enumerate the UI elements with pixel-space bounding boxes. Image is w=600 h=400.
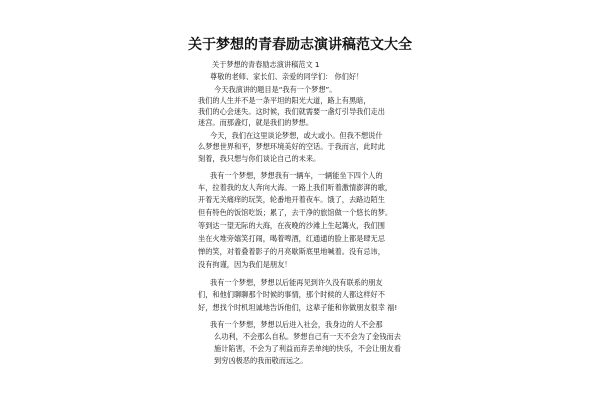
paragraph-line: 但有特色的饭馆吃饭；累了，去干净的旅馆做一个悠长的梦。 — [198, 208, 393, 217]
paragraph-line: 开着无关痛痒的玩笑，轮番地开着夜车。饿了，去路边陌生 — [198, 195, 385, 204]
paragraph-line: 我有一个梦想，梦想以后进入社会，我身边的人不会那 — [210, 320, 383, 329]
paragraph-line: 刻着，我只想与你们谈论自己的未来。 — [198, 154, 321, 163]
section-heading: 关于梦想的青春励志演讲稿范文 1 — [212, 60, 320, 69]
paragraph-line: 惮的笑，对着叠着影子的月亮歇斯底里地喊着。没有忌讳， — [198, 247, 385, 256]
paragraph-line: 今天我演讲的题目是“我有一个梦想”。 — [214, 85, 337, 94]
paragraph-line: 我们的心会迷失。这时候，我们就需要一盏灯引导我们走出 — [198, 107, 385, 116]
paragraph-line: 好，想找个时机坦诚地告诉他们，这辈子能和你做朋友很幸 福! — [198, 303, 398, 312]
paragraph-line: 尊敬的老师、家长们、亲爱的同学们： 你们好！ — [210, 72, 364, 81]
paragraph-line: 没有拘谨，因为我们是朋友！ — [198, 260, 292, 269]
paragraph-line: 我有一个梦想，梦想以后能再见到许久没有联系的朋友 — [210, 278, 383, 287]
paragraph-line: 施计陷害，不会为了利益而弃丢单纯的快乐，不会让朋友看 — [214, 344, 401, 353]
paragraph-line: 坐在火堆旁嬉笑打闹，喝着啤酒，红通通的脸上都是肆无忌 — [198, 234, 385, 243]
paragraph-line: 么功利，不会那么自私。梦想自己有一天不会为了金钱而去 — [214, 332, 401, 341]
document-title: 关于梦想的青春励志演讲稿范文大全 — [188, 37, 412, 53]
paragraph-line: 到穷凶极恶的我而敬而远之。 — [214, 356, 308, 365]
paragraph-line: 等到达一望无际的大海，在夜晚的沙滩上生起篝火，我们围 — [198, 221, 385, 230]
paragraph-line: 车，拉着我的友人奔向大海。一路上我们听着激情澎湃的歌， — [198, 183, 393, 192]
paragraph-line: 们，和他们聊聊那个时候的事情，那个时候的人都这样好不 — [198, 290, 385, 299]
paragraph-line: 迷宫。而那盏灯，就是我们的梦想。 — [198, 118, 314, 127]
paragraph-line: 么梦想世界和平，梦想环境美好的空话。于我而言，此时此 — [198, 142, 385, 151]
paragraph-line: 今天，我们在这里谈论梦想，或大或小。但我不想说什 — [210, 131, 383, 140]
paragraph-line: 我们的人生并不是一条平坦的阳光大道，路上有黑暗， — [198, 96, 371, 105]
paragraph-line: 我有一个梦想，梦想我有一辆车，一辆能坐下四个人的 — [210, 171, 383, 180]
